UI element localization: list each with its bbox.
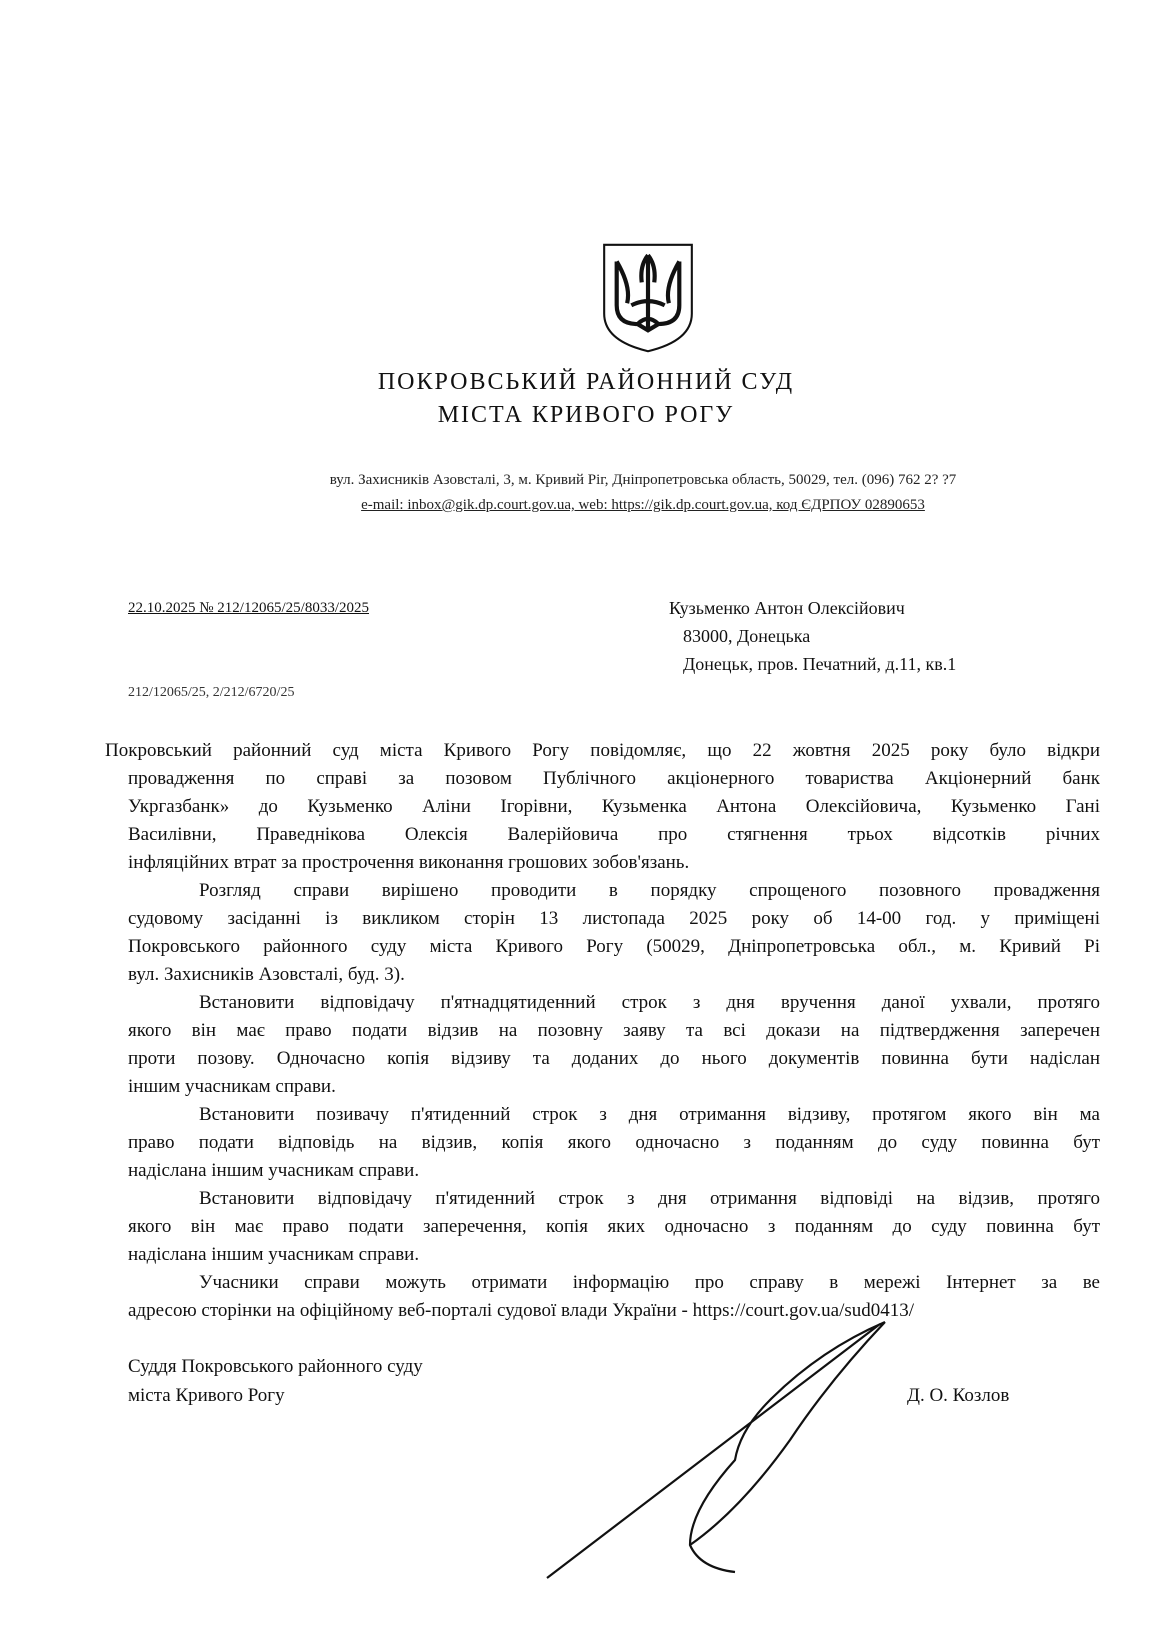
body-line: проти позову. Одночасно копія відзиву та доданих до нього документів повинна бути надіслан [128,1048,1100,1069]
body-line: іншим учасникам справи. [128,1076,336,1097]
recipient-street: Донецьк, пров. Печатний, д.11, кв.1 [683,654,957,674]
judge-position-line2: міста Кривого Рогу [128,1385,285,1406]
handwritten-signature [540,1310,900,1590]
body-line: право подати відповідь на відзив, копія якого одночасно з поданням до суду повинна бут [128,1132,1100,1153]
body-line: Встановити відповідачу п'ятиденний строк з дня отримання відповіді на відзив, протяго [199,1188,1100,1209]
body-line: вул. Захисників Азовсталі, буд. 3). [128,964,405,985]
body-line: інфляційних втрат за прострочення виконання грошових зобов'язань. [128,852,690,873]
body-line: Встановити відповідачу п'ятнадцятиденний строк з дня вручення даної ухвали, протяго [199,992,1100,1013]
judge-name: Д. О. Козлов [907,1385,1010,1406]
body-line: Василівни, Праведнікова Олексія Валерійовича про стягнення трьох відсотків річних [128,824,1100,845]
court-name-line1: ПОКРОВСЬКИЙ РАЙОННИЙ СУД [377,369,795,395]
body-line: провадження по справі за позовом Публічного акціонерного товариства Акціонерний банк [128,768,1100,789]
outgoing-reference: 22.10.2025 № 212/12065/25/8033/2025 [128,600,369,616]
body-line: Встановити позивачу п'ятиденний строк з дня отримання відзиву, протягом якого він ма [199,1104,1100,1125]
body-line: Покровського районного суду міста Кривого Рогу (50029, Дніпропетровська обл., м. Кривий Рі [128,936,1100,957]
court-address: вул. Захисників Азовсталі, 3, м. Кривий Ріг, Дніпропетровська область, 50029, тел. (096) 762 2? ?7 [329,472,957,488]
body-line: якого він має право подати заперечення, копія яких одночасно з поданням до суду повинна бут [128,1216,1100,1237]
body-line: Укргазбанк» до Кузьменко Аліни Ігорівни, Кузьменка Антона Олексійовича, Кузьменко Гані [128,796,1100,817]
recipient-name: Кузьменко Антон Олексійович [669,598,905,618]
body-line: надіслана іншим учасникам справи. [128,1244,420,1265]
body-line: Покровський районний суд міста Кривого Рогу повідомляє, що 22 жовтня 2025 року було відкри [105,740,1100,761]
coat-of-arms-icon [600,236,696,360]
body-line: надіслана іншим учасникам справи. [128,1160,420,1181]
court-contacts: e-mail: inbox@gik.dp.court.gov.ua, web: https://gik.dp.court.gov.ua, код ЄДРПОУ 02890653 [361,497,925,513]
recipient-postal: 83000, Донецька [683,626,811,646]
body-line: адресою сторінки на офіційному веб-порталі судової влади України - https://court.gov.ua/sud0413/ [128,1300,915,1321]
body-line: якого він має право подати відзив на позовну заяву та всі докази на підтвердження заперечен [128,1020,1100,1041]
body-line: судовому засіданні із викликом сторін 13 листопада 2025 року об 14-00 год. у приміщені [128,908,1100,929]
case-numbers: 212/12065/25, 2/212/6720/25 [128,685,295,700]
body-line: Учасники справи можуть отримати інформацію про справу в мережі Інтернет за ве [199,1272,1100,1293]
court-name-line2: МІСТА КРИВОГО РОГУ [437,402,735,428]
body-line: Розгляд справи вирішено проводити в порядку спрощеного позовного провадження [199,880,1100,901]
judge-position-line1: Суддя Покровського районного суду [128,1356,423,1377]
